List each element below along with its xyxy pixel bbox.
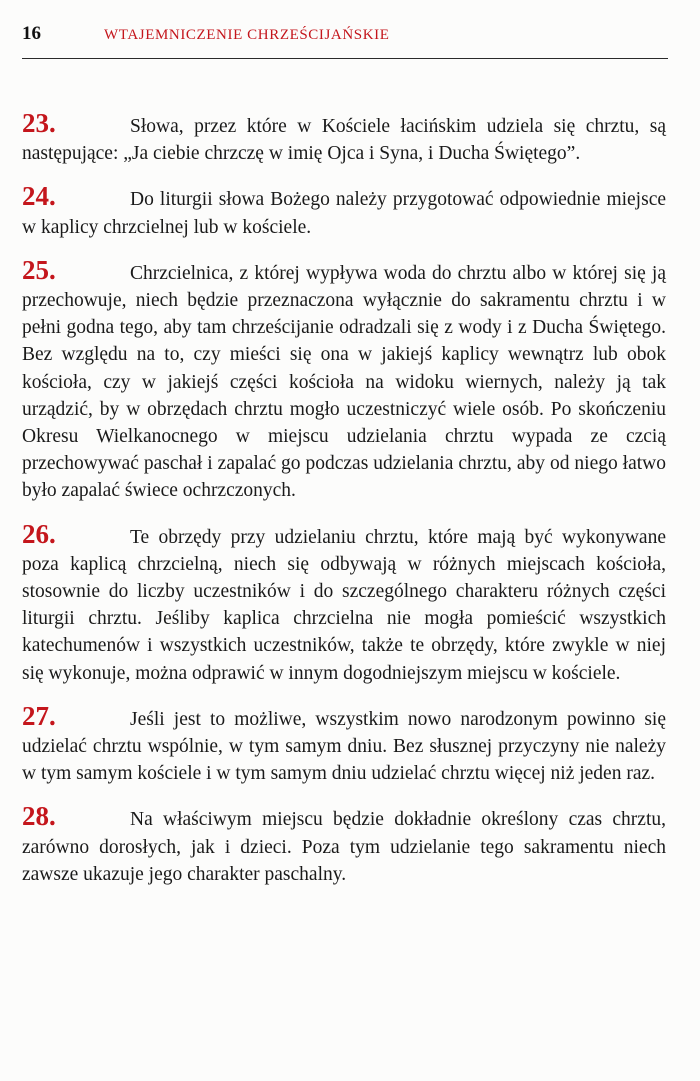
paragraph-26: [22, 518, 666, 687]
paragraph-body: Na właściwym miejscu będzie dokładnie określony czas chrztu, zarówno dorosłych, jak i dzieci. Poza tym udzielanie tego sakramentu niech zawsze ukazuje jego charakter paschalny.: [22, 809, 666, 885]
paragraph-body: Te obrzędy przy udzielaniu chrztu, które mają być wykonywane poza kaplicą chrzcielną, niech się odbywają w różnych miejscach kościoła, stosownie do liczby uczestników i do szczególnego charakteru różnych części liturgii chrztu. Jeśliby kaplica chrzcielna nie mogła pomieścić wszystkich katechumenów i wszystkich uczestników, także te obrzędy, które zwykle w niej się wykonuje, można odprawić w innym dogodniejszym miejscu w kościele.: [22, 526, 666, 684]
paragraph-text: [22, 254, 666, 505]
paragraph-body: Chrzcielnica, z której wypływa woda do chrztu albo w której się ją przechowuje, niech będzie przeznaczona wyłącznie do sakramentu chrztu i w pełni godna tego, aby tam chrześcijanie odradzali się z wody i z Ducha Świętego. Bez względu na to, czy mieści się ona w jakiejś kaplicy wewnątrz lub obok kościoła, czy w jakiejś części kościoła na widoku wiernych, należy ją tak urządzić, by w obrzędach chrztu mogło uczestniczyć wiele osób. Po skończeniu Okresu Wielkanocnego w miejscu udzielania chrztu wypada ze czcią przechowywać paschał i zapalać go podczas udzielania chrztu, aby od niego łatwo było zapalać świece ochrzczonych.: [22, 262, 666, 502]
paragraph-number: 24.: [22, 181, 56, 212]
paragraph-25: [22, 254, 666, 505]
paragraph-number: 27.: [22, 700, 56, 731]
paragraph-28: [22, 803, 666, 888]
paragraph-text: [22, 518, 666, 687]
paragraph-body: Jeśli jest to możliwe, wszystkim nowo narodzonym powinno się udzielać chrztu wspólnie, w tym samym dniu. Bez słusznej przyczyny nie należy w tym samym kościele i w tym samym dniu udzielać chrztu więcej niż jeden raz.: [22, 708, 666, 785]
paragraph-text: [22, 110, 666, 167]
paragraph-text: [22, 803, 666, 888]
paragraph-number: 23.: [22, 108, 56, 138]
page-number: 16: [22, 23, 41, 44]
paragraph-body: Słowa, przez które w Kościele łacińskim udziela się chrztu, są następujące: „Ja ciebie chrzczę w imię Ojca i Syna, i Ducha Świętego”.: [22, 116, 666, 165]
paragraph-body: Do liturgii słowa Bożego należy przygotować odpowiednie miejsce w kaplicy chrzcielnej lub w kościele.: [22, 189, 666, 238]
paragraph-24: [22, 183, 666, 240]
running-header: [22, 24, 668, 59]
paragraph-number: 26.: [22, 518, 56, 549]
paragraph-number: 25.: [22, 254, 56, 285]
paragraph-text: [22, 700, 666, 788]
page-body: [22, 110, 666, 904]
running-title: WTAJEMNICZENIE CHRZEŚCIJAŃSKIE: [104, 27, 390, 43]
paragraph-text: [22, 183, 666, 240]
paragraph-27: [22, 700, 666, 788]
paragraph-23: [22, 110, 666, 167]
paragraph-number: 28.: [22, 801, 56, 832]
